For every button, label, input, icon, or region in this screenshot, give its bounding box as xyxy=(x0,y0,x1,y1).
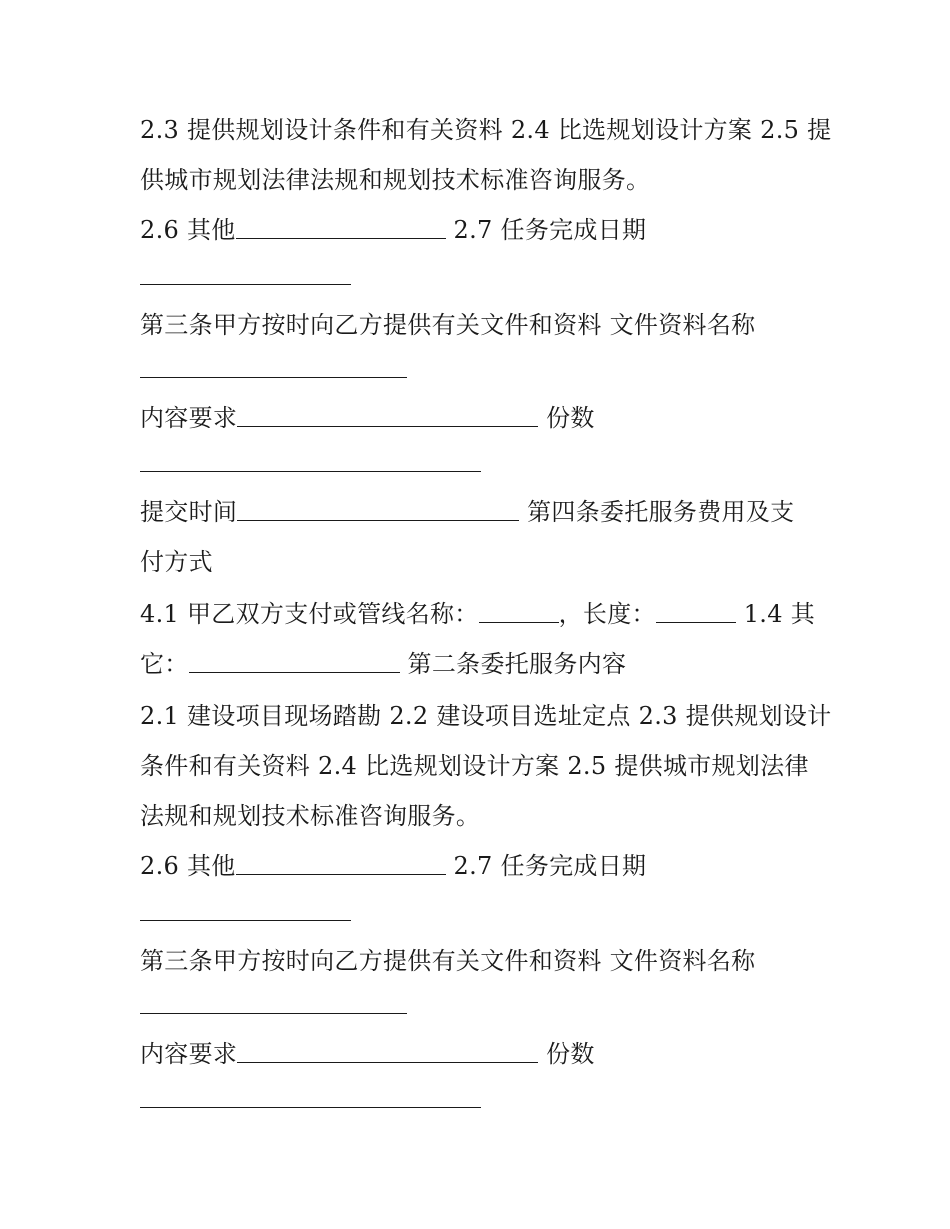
line-suffix: 第二条委托服务内容 xyxy=(399,650,627,678)
fill-blank xyxy=(236,216,446,239)
line-suffix: 份数 xyxy=(538,1040,595,1068)
line-prefix: 它： xyxy=(140,650,189,678)
line-suffix: 第四条委托服务费用及支 xyxy=(519,498,795,526)
line-suffix: 2.7 任务完成日期 xyxy=(445,216,647,244)
fill-blank xyxy=(140,377,407,378)
fill-blank xyxy=(189,650,400,673)
fill-blank xyxy=(140,920,351,921)
line-suffix: 1.4 其 xyxy=(735,600,816,628)
text-line xyxy=(140,402,595,434)
line-suffix: 份数 xyxy=(538,404,595,432)
line-prefix: 4.1 甲乙双方支付或管线名称： xyxy=(140,600,479,628)
fill-blank xyxy=(479,600,559,623)
text-line xyxy=(140,1038,595,1070)
fill-blank xyxy=(237,498,519,521)
text-line xyxy=(140,800,480,832)
line-text: 2.3 提供规划设计条件和有关资料 2.4 比选规划设计方案 2.5 提 xyxy=(140,116,832,144)
line-prefix: 提交时间 xyxy=(140,498,238,526)
text-line xyxy=(140,546,213,578)
line-text: 2.1 建设项目现场踏勘 2.2 建设项目选址定点 2.3 提供规划设计 xyxy=(140,702,832,730)
fill-blank xyxy=(140,284,351,285)
text-line xyxy=(140,850,646,882)
line-prefix: 2.6 其他 xyxy=(140,852,236,880)
line-prefix: 第三条甲方按时向乙方提供有关文件和资料 文件资料名称 xyxy=(140,947,756,975)
fill-blank xyxy=(236,852,446,875)
text-line xyxy=(140,164,650,196)
text-line xyxy=(140,648,626,680)
text-line xyxy=(140,496,794,528)
fill-blank xyxy=(656,600,736,623)
line-text: 法规和规划技术标准咨询服务。 xyxy=(140,802,481,830)
text-line xyxy=(140,309,755,341)
fill-blank xyxy=(140,1013,407,1014)
line-middle: ，长度： xyxy=(558,600,656,628)
line-prefix: 内容要求 xyxy=(140,1040,238,1068)
line-text: 条件和有关资料 2.4 比选规划设计方案 2.5 提供城市规划法律 xyxy=(140,752,809,780)
fill-blank xyxy=(140,1107,481,1108)
text-line xyxy=(140,700,831,732)
text-line xyxy=(140,114,831,146)
fill-blank xyxy=(237,1040,538,1063)
line-prefix: 2.6 其他 xyxy=(140,216,236,244)
line-text: 供城市规划法律法规和规划技术标准咨询服务。 xyxy=(140,166,651,194)
text-line xyxy=(140,750,809,782)
line-suffix: 2.7 任务完成日期 xyxy=(445,852,647,880)
line-prefix: 内容要求 xyxy=(140,404,238,432)
line-text: 付方式 xyxy=(140,548,213,576)
fill-blank xyxy=(237,404,538,427)
text-line xyxy=(140,214,646,246)
fill-blank xyxy=(140,471,481,472)
line-prefix: 第三条甲方按时向乙方提供有关文件和资料 文件资料名称 xyxy=(140,311,756,339)
text-line xyxy=(140,598,815,630)
text-line xyxy=(140,945,755,977)
